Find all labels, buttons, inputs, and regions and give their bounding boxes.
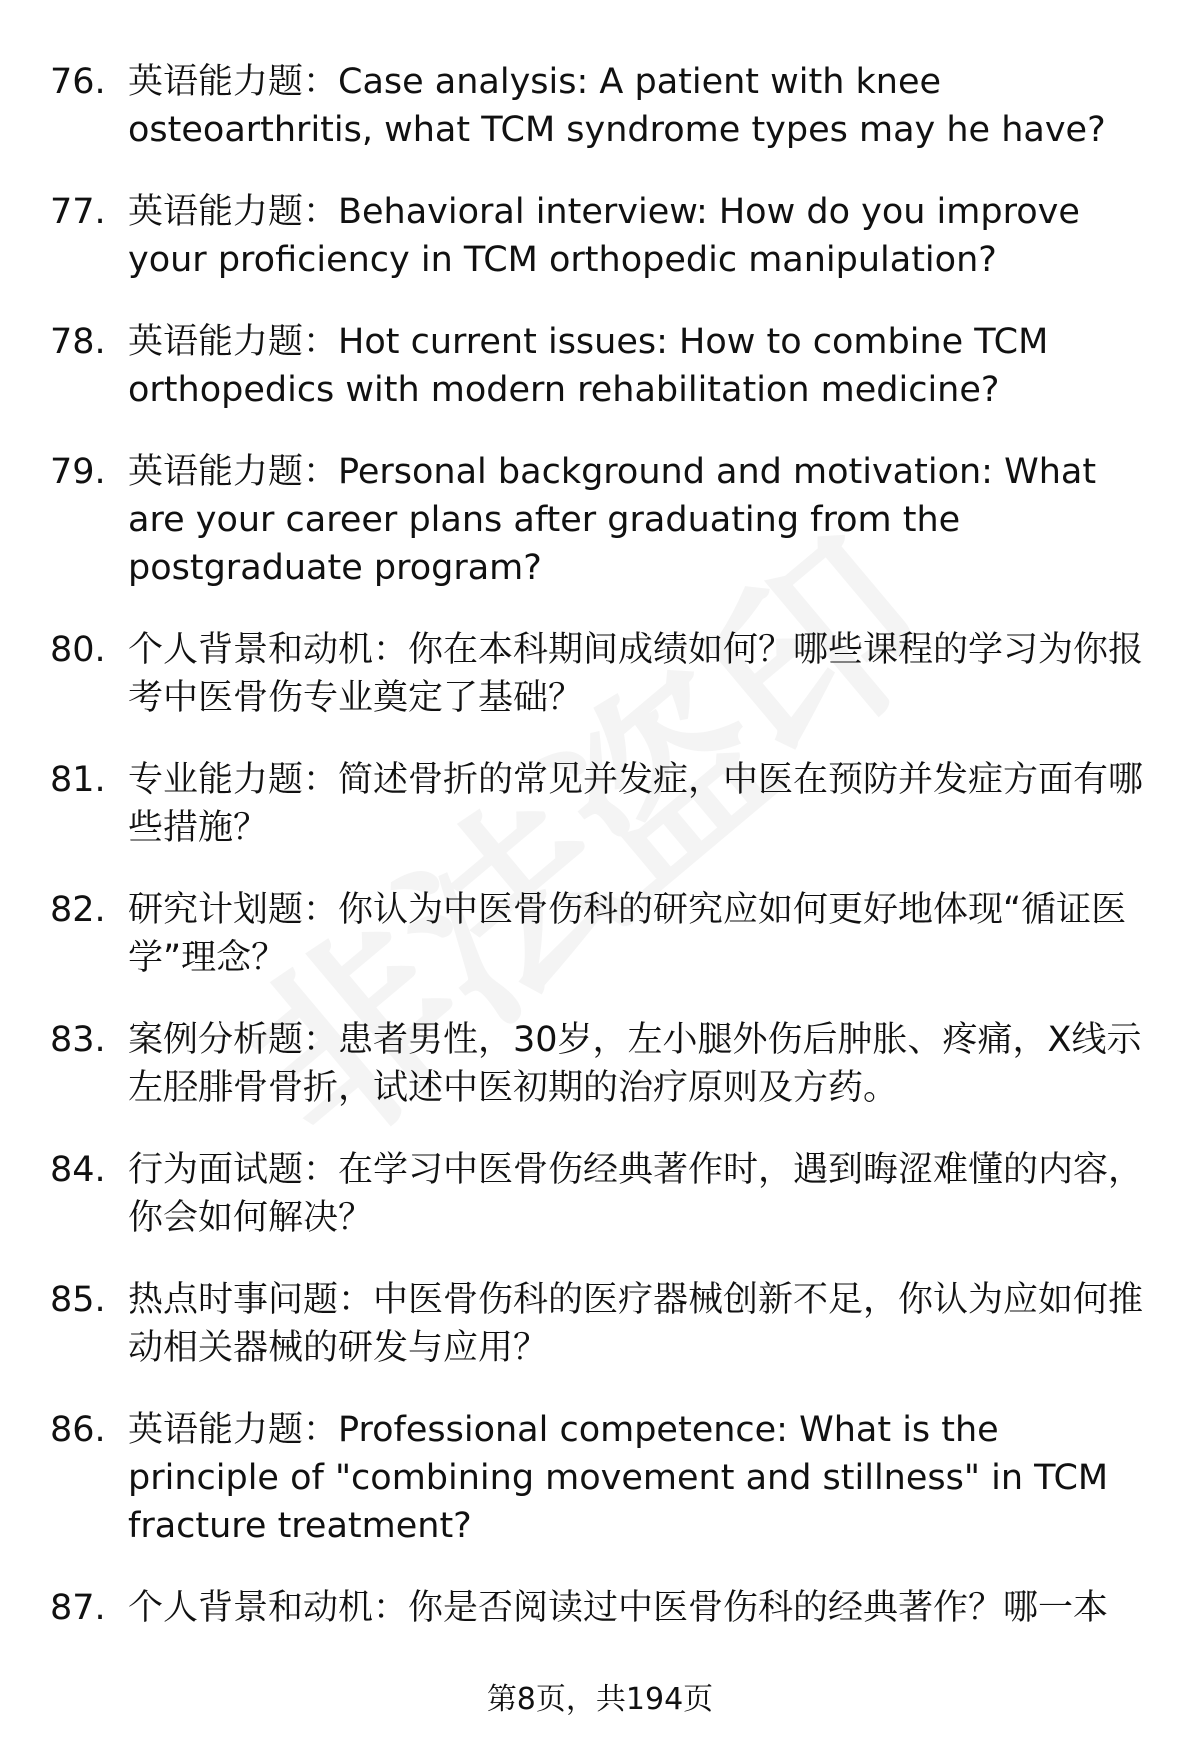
question-text: 英语能力题：Hot current issues: How to combine TCM orthopedics with modern rehabilitation medicine? [128,322,1049,410]
question-item [50,1584,1160,1632]
question-number: 77. [50,192,106,232]
question-text: 热点时事问题：中医骨伤科的医疗器械创新不足，你认为应如何推动相关器械的研发与应用？ [128,1280,1144,1368]
question-text: 个人背景和动机：你在本科期间成绩如何？哪些课程的学习为你报考中医骨伤专业奠定了基础？ [128,630,1144,718]
question-number: 80. [50,630,106,670]
question-text: 专业能力题：简述骨折的常见并发症，中医在预防并发症方面有哪些措施？ [128,760,1144,848]
question-number: 82. [50,890,106,930]
question-number: 81. [50,760,106,800]
question-text: 英语能力题：Professional competence: What is the principle of "combining movement and stillness" in TCM fracture treatment? [128,1410,1109,1546]
question-number: 85. [50,1280,106,1320]
question-item [50,318,1160,414]
question-item [50,188,1160,284]
question-number: 83. [50,1020,106,1060]
question-item [50,1276,1160,1372]
question-text: 案例分析题：患者男性，30岁，左小腿外伤后肿胀、疼痛，X线示左胫腓骨骨折，试述中医初期的治疗原则及方药。 [128,1020,1142,1108]
question-text: 个人背景和动机：你是否阅读过中医骨伤科的经典著作？哪一本 [128,1588,1109,1628]
question-item [50,1146,1160,1242]
question-item [50,58,1160,154]
page-footer: 第8页，共194页 [486,1682,714,1717]
question-text: 行为面试题：在学习中医骨伤经典著作时，遇到晦涩难懂的内容，你会如何解决？ [128,1150,1144,1238]
question-item [50,448,1160,592]
question-text: 英语能力题：Case analysis: A patient with knee osteoarthritis, what TCM syndrome types may he have? [128,62,1106,150]
question-item [50,626,1160,722]
question-item [50,1016,1160,1112]
question-item [50,1406,1160,1550]
question-number: 86. [50,1410,106,1450]
question-number: 79. [50,452,106,492]
question-text: 研究计划题：你认为中医骨伤科的研究应如何更好地体现“循证医学”理念？ [128,890,1127,978]
question-number: 84. [50,1150,106,1190]
question-item [50,886,1160,982]
question-text: 英语能力题：Personal background and motivation: What are your career plans after graduating from the postgraduate program? [128,452,1097,588]
question-list [50,58,1160,1666]
question-number: 76. [50,62,106,102]
question-item [50,756,1160,852]
question-text: 英语能力题：Behavioral interview: How do you improve your proficiency in TCM orthopedic manipulation? [128,192,1080,280]
question-number: 78. [50,322,106,362]
question-number: 87. [50,1588,106,1628]
